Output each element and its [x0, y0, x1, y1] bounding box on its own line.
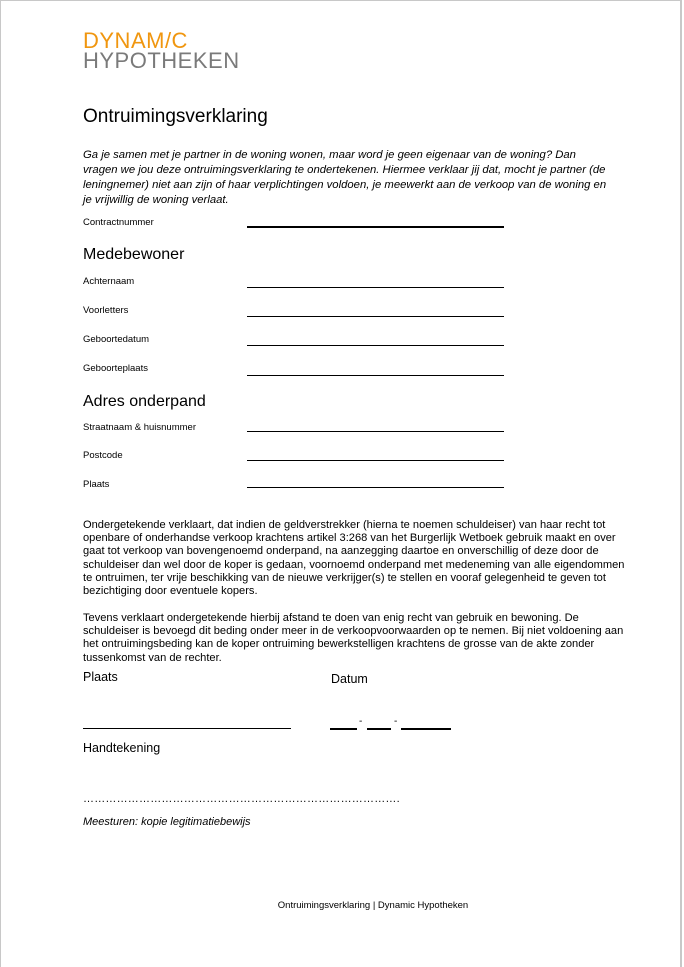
date-year-field[interactable] — [401, 728, 451, 730]
geboorteplaats-label: Geboorteplaats — [83, 363, 148, 374]
intro-text: Ga je samen met je partner in de woning wonen, maar word je geen eigenaar van de woning? Dan vragen we jou deze ontruimingsverklaring te ondertekenen. Hiermee verklaar jij dat, mocht je partner (de leningnemer) niet aan zijn of haar verplichtingen voldoen, je meewerkt aan de verkoop van de woning en je vrijwillig de woning verlaat. — [83, 149, 607, 206]
signature-label: Handtekening — [83, 741, 161, 755]
logo-line-dynamic: DYNAM/C — [83, 28, 188, 53]
signature-field[interactable]: …………………………………………………………………………. — [83, 793, 400, 805]
document-title: Ontruimingsverklaring — [83, 106, 268, 127]
adres-heading: Adres onderpand — [83, 393, 206, 410]
geboortedatum-label: Geboortedatum — [83, 334, 150, 345]
plaats-label: Plaats — [83, 479, 110, 490]
sign-place-field[interactable] — [83, 728, 291, 729]
postcode-field[interactable] — [247, 460, 504, 461]
brand-logo — [83, 28, 240, 73]
date-separator: - — [359, 716, 363, 727]
sign-place-label: Plaats — [83, 670, 118, 684]
declaration-paragraph-1: Ondergetekende verklaart, dat indien de geldverstrekker (hierna te noemen schuldeiser) van haar recht tot openbare of onderhandse verkoop krachtens artikel 3:268 van het Burgerlijk Wetboek gebruik maakt en over gaat tot verkoop van bovengenoemd onderpand, na aanzegging daartoe en onverschillig of deze door de schuldeiser dan wel door de koper is gedaan, voornoemd onderpand met medeneming van alle eigendommen te ontruimen, ter vrije beschikking van de nieuwe verkrijger(s) te stellen en vooraf gelegenheid te geven tot bezichtiging door eventuele kopers. — [83, 519, 625, 598]
achternaam-field[interactable] — [247, 287, 504, 288]
date-month-field[interactable] — [367, 728, 391, 730]
voorletters-field[interactable] — [247, 316, 504, 317]
achternaam-label: Achternaam — [83, 276, 135, 287]
geboorteplaats-field[interactable] — [247, 375, 504, 376]
postcode-label: Postcode — [83, 450, 123, 461]
straatnaam-label: Straatnaam & huisnummer — [83, 422, 196, 433]
plaats-field[interactable] — [247, 487, 504, 488]
declaration-paragraph-2: Tevens verklaart ondergetekende hierbij afstand te doen van enig recht van gebruik en bewoning. De schuldeiser is bevoegd dit beding onder meer in de verkoopvoorwaarden op te nemen. Bij niet voldoening aan het ontruimingsbeding kan de koper ontruiming bewerkstelligen krachtens de grosse van de akte zonder tussenkomst van de rechter. — [83, 612, 624, 664]
straatnaam-field[interactable] — [247, 431, 504, 432]
date-separator: - — [394, 716, 398, 727]
contractnummer-field[interactable] — [247, 226, 504, 228]
voorletters-label: Voorletters — [83, 305, 129, 316]
contractnummer-label: Contractnummer — [83, 217, 154, 228]
logo-line-hypotheken: HYPOTHEKEN — [83, 48, 240, 73]
page-footer: Ontruimingsverklaring | Dynamic Hypotheken — [277, 900, 469, 911]
medebewoner-heading: Medebewoner — [83, 246, 185, 263]
attachment-note: Meesturen: kopie legitimatiebewijs — [83, 816, 251, 828]
sign-date-label: Datum — [331, 672, 368, 686]
geboortedatum-field[interactable] — [247, 345, 504, 346]
date-day-field[interactable] — [330, 728, 357, 730]
